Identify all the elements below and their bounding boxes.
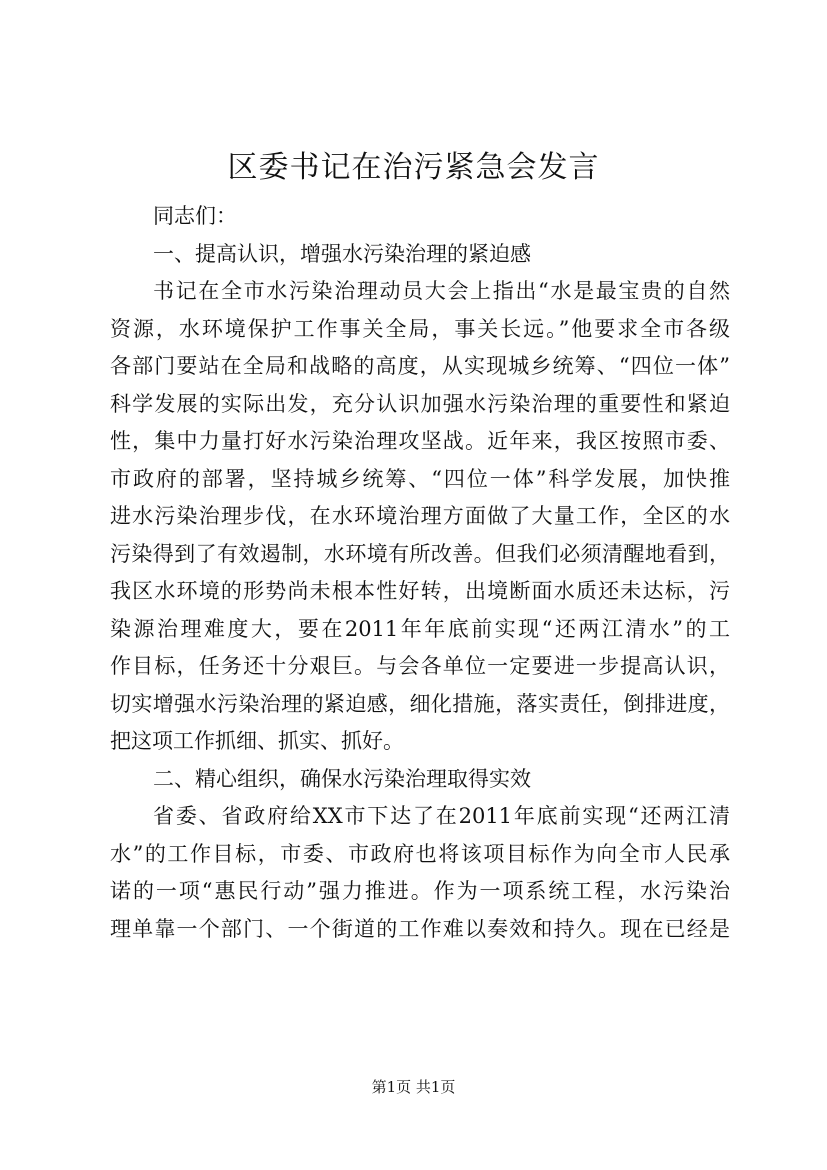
paragraph-line: 各部门要站在全局和战略的高度，从实现城乡统筹、“四位一体” [110,354,730,378]
paragraph-line: 染源治理难度大，要在2011年年底前实现“还两江清水”的工 [110,616,730,641]
paragraph-line: 我区水环境的形势尚未根本性好转，出境断面水质还未达标，污 [110,579,730,603]
paragraph-line: 科学发展的实际出发，充分认识加强水污染治理的重要性和紧迫 [110,391,730,416]
paragraph-line: 污染得到了有效遏制，水环境有所改善。但我们必须清醒地看到， [110,541,730,566]
paragraph-line: 省委、省政府给XX市下达了在2011年底前实现“还两江清 [153,804,730,828]
paragraph-line: 书记在全市水污染治理动员大会上指出“水是最宝贵的自然 [153,279,730,303]
paragraph-line: 切实增强水污染治理的紧迫感，细化措施，落实责任，倒排进度， [110,691,730,716]
paragraph-line: 理单靠一个部门、一个街道的工作难以奏效和持久。现在已经是 [110,916,730,941]
paragraph-line: 水”的工作目标，市委、市政府也将该项目标作为向全市人民承 [110,841,730,866]
paragraph-line: 把这项工作抓细、抓实、抓好。 [110,729,404,753]
paragraph-line: 诺的一项“惠民行动”强力推进。作为一项系统工程，水污染治 [110,879,730,903]
document-body [110,198,730,948]
paragraph-line: 性，集中力量打好水污染治理攻坚战。近年来，我区按照市委、 [110,429,730,453]
section-heading-2: 二、精心组织，确保水污染治理取得实效 [153,766,531,791]
paragraph-line: 进水污染治理步伐，在水环境治理方面做了大量工作，全区的水 [110,504,730,528]
section-heading-1: 一、提高认识，增强水污染治理的紧迫感 [153,241,531,266]
paragraph-line: 资源，水环境保护工作事关全局，事关长远。”他要求全市各级 [110,316,730,341]
document-title: 区委书记在治污紧急会发言 [227,150,600,185]
salutation-line: 同志们： [153,204,237,228]
page-footer: 第1页 共1页 [371,1078,456,1096]
paragraph-line: 作目标，任务还十分艰巨。与会各单位一定要进一步提高认识， [110,654,730,678]
paragraph-line: 市政府的部署，坚持城乡统筹、“四位一体”科学发展，加快推 [110,466,730,491]
